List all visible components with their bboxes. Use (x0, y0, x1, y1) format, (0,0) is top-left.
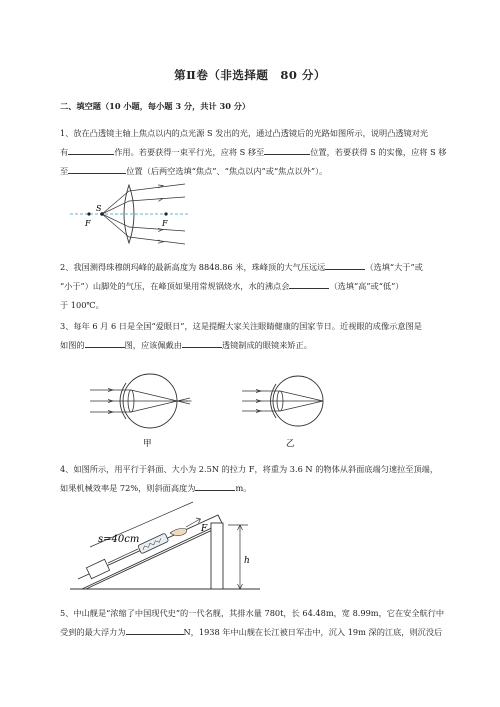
answer-blank[interactable] (182, 337, 222, 348)
answer-blank[interactable] (85, 337, 125, 348)
answer-blank[interactable] (126, 624, 184, 635)
pulling-hand (170, 529, 187, 536)
q2-text: 2、我国测得珠穆朗玛峰的最新高度为 8848.86 米，珠峰顶的大气压远远 (60, 262, 326, 272)
question-5 (60, 604, 450, 642)
q2-text: （选填“大于”或 (365, 262, 423, 272)
label-distance: s=40cm (98, 534, 140, 545)
q3-text: 如图的 (60, 340, 85, 350)
part-title: 第Ⅱ卷（非选择题 80 分） (174, 68, 326, 82)
question-2-line-1 (60, 258, 450, 277)
question-2 (60, 258, 450, 315)
answer-blank[interactable] (289, 278, 329, 289)
answer-blank[interactable] (264, 144, 310, 155)
question-1 (60, 124, 450, 181)
q4-text: m。 (235, 483, 252, 493)
answer-blank[interactable] (195, 480, 235, 491)
convex-lens-figure (70, 183, 200, 243)
left-focus-point (87, 212, 90, 215)
label-f-left: F (85, 219, 91, 228)
q3-text: 图，应该佩戴由 (124, 340, 182, 350)
question-1-line-3 (60, 162, 450, 181)
q4-text: 如果机械效率是 72%，则斜面高度为 (60, 483, 196, 493)
label-jia: 甲 (143, 439, 152, 449)
question-3-line-2 (60, 336, 450, 355)
answer-blank[interactable] (68, 163, 126, 174)
label-s: S (96, 204, 102, 213)
question-5-line-1: 5、中山舰是“浓缩了中国现代史”的一代名舰，其排水量 780t，长 64.48m，宽 8.99m，它在安全航行中 (60, 608, 445, 618)
question-2-line-2 (60, 277, 450, 296)
eye-diagram-jia (90, 374, 193, 428)
q1-text: 位置（后两空选填“焦点”、“焦点以内”或“焦点以外”）。 (126, 166, 328, 176)
question-3-line-1: 3、每年 6 月 6 日是全国“爱眼日”，这是提醒大家关注眼睛健康的国家节日。近视眼的成像示意图是 (60, 321, 422, 331)
label-f: F (201, 524, 208, 534)
q1-text: 位置，若要获得 S 的实像，应将 S 移 (310, 147, 447, 157)
q1-text: 作用。若要获得一束平行光，应将 S 移至 (114, 147, 265, 157)
question-5-line-2 (60, 623, 450, 642)
section-heading: 二、填空题（10 小题，每小题 3 分，共计 30 分） (60, 101, 251, 111)
q5-text: 受到的最大浮力为 (60, 627, 126, 637)
question-4 (60, 460, 450, 498)
support-block (211, 523, 223, 589)
label-f-right: F (162, 219, 168, 228)
question-4-line-1: 4、如图所示，用平行于斜面、大小为 2.5N 的拉力 F，将重为 3.6 N 的物体从斜面底端匀速拉至顶端， (60, 464, 439, 474)
q2-text: （选填“高”或“低”） (329, 281, 404, 291)
q1-text: 至 (60, 166, 69, 176)
inclined-plane-figure (68, 505, 268, 595)
q2-text: “小于”）山脚处的气压，在峰顶如果用常规锅烧水，水的沸点会 (60, 281, 290, 291)
object-block (86, 559, 109, 578)
question-1-line-1: 1、放在凸透镜主轴上焦点以内的点光源 S 发出的光，通过凸透镜后的光路如图所示，说明凸透镜对光 (60, 128, 429, 138)
q3-text: 透镜制成的眼镜来矫正。 (221, 340, 312, 350)
question-4-line-2 (60, 479, 450, 498)
q5-text: N，1938 年中山舰在长江被日军击中，沉入 19m 深的江底，则沉没后 (183, 627, 443, 637)
question-3 (60, 317, 450, 355)
eye-diagram-yi (242, 376, 323, 426)
answer-blank[interactable] (68, 144, 114, 155)
q1-text: 有 (60, 147, 69, 157)
label-yi: 乙 (286, 439, 295, 449)
right-focus-point (164, 212, 167, 215)
question-1-line-2 (60, 143, 450, 162)
answer-blank[interactable] (325, 259, 365, 270)
label-h: h (244, 556, 250, 566)
eye-diagrams-figure (90, 365, 350, 451)
question-2-line-3: 于 100℃。 (60, 300, 104, 310)
